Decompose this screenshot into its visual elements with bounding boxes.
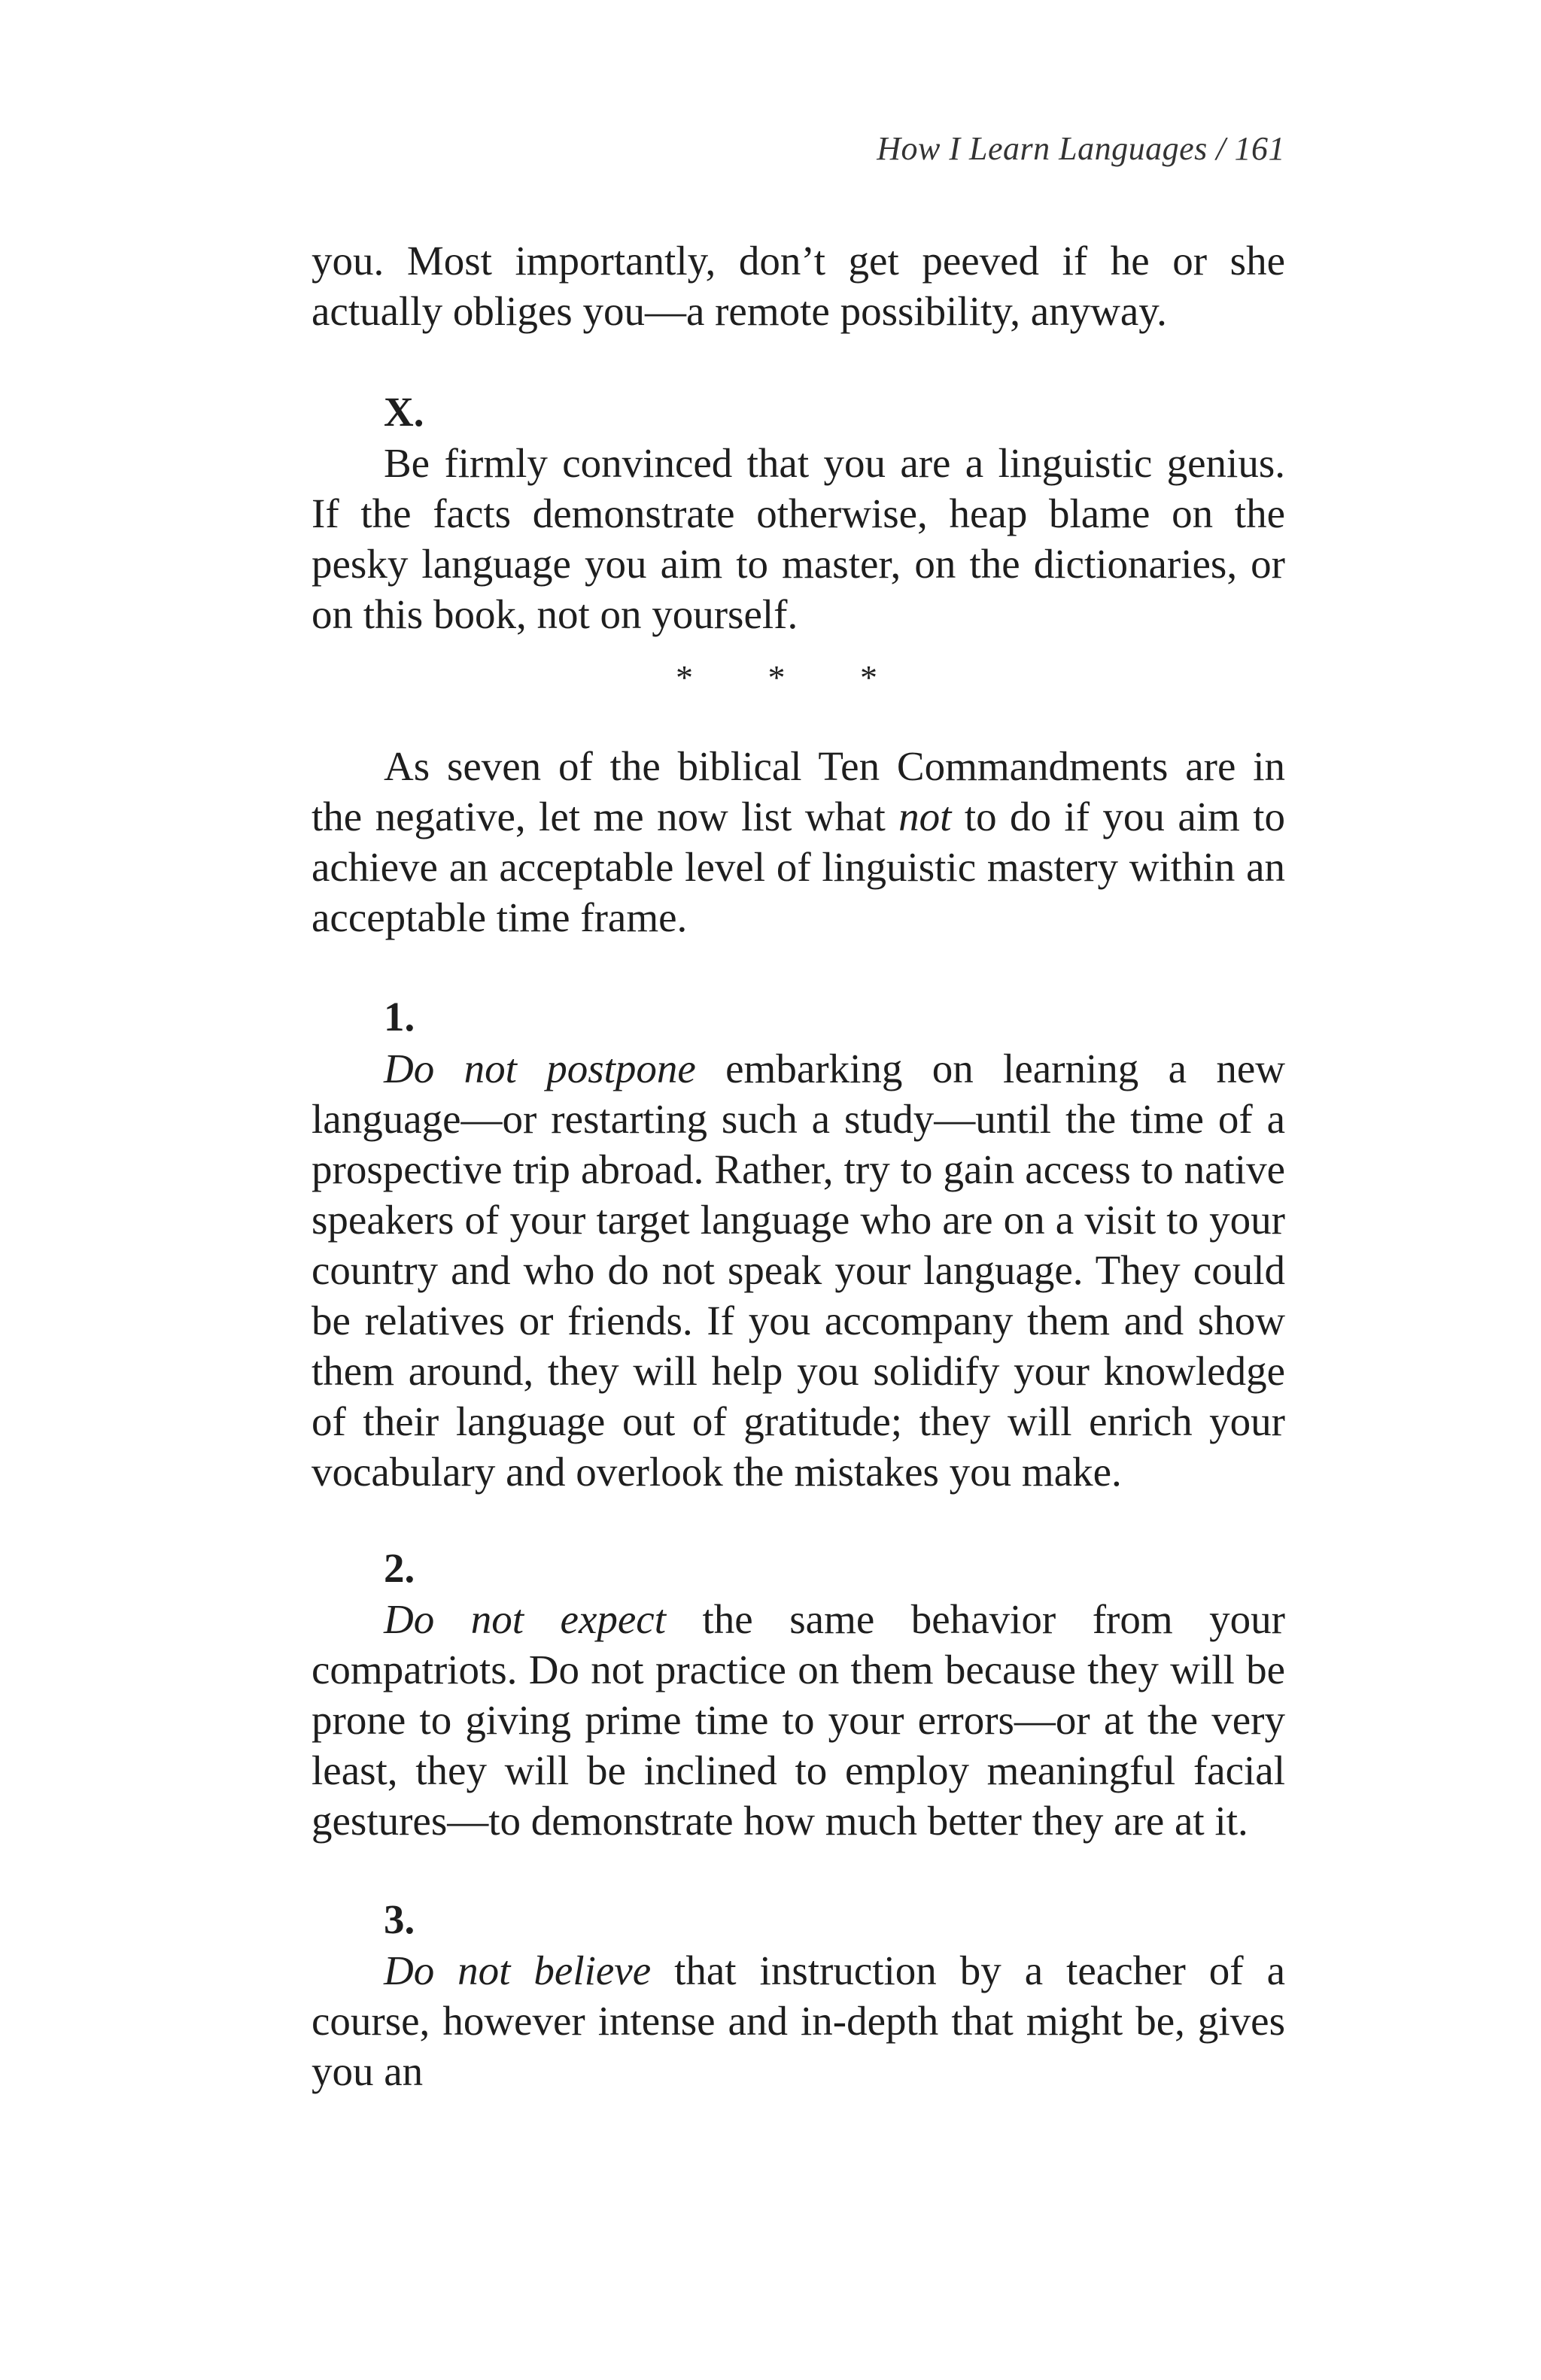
intro-text-before: As seven of the biblical Ten Commandments are in the negative, let me now list what <box>312 743 1285 839</box>
section-number-x: X. <box>384 389 424 435</box>
intro-text-after: to do if you aim to achieve an acceptable level of linguistic mastery within an acceptable time frame. <box>312 794 1285 940</box>
item-1-lead: Do not postpone <box>384 1046 696 1091</box>
continued-paragraph: you. Most importantly, don’t get peeved if he or she actually obliges you—a remote possibility, anyway. <box>312 238 1285 334</box>
item-number-1: 1. <box>384 994 415 1040</box>
item-3-body: that instruction by a teacher of a course, however intense and in-depth that might be, gives you an <box>312 1947 1285 2094</box>
item-2-body: the same behavior from your compatriots. Do not practice on them because they will be prone to giving prime time to your errors—or at the very least, they will be inclined to employ meaningful facial gestures—to demonstrate how much better they are at it. <box>312 1596 1285 1844</box>
section-separator: * * * <box>676 658 910 697</box>
intro-paragraph <box>312 741 1285 943</box>
item-3-lead: Do not believe <box>384 1947 652 1993</box>
item-number-2: 2. <box>384 1545 415 1591</box>
item-3-paragraph <box>312 1945 1285 2096</box>
intro-italic-not: not <box>898 794 952 839</box>
item-number-3: 3. <box>384 1896 415 1942</box>
running-head: How I Learn Languages / 161 <box>877 130 1285 167</box>
item-2-lead: Do not expect <box>384 1596 666 1642</box>
section-x-body: Be firmly convinced that you are a linguistic genius. If the facts demonstrate otherwise, heap blame on the pesky language you aim to master, on the dictionaries, or on this book, not on yourself. <box>312 440 1285 637</box>
item-1-paragraph <box>312 1043 1285 1497</box>
item-1-body: embarking on learning a new language—or restarting such a study—until the time of a prospective trip abroad. Rather, try to gain access to native speakers of your target language who are on a visit to your country and who do not speak your language. They could be relatives or friends. If you accompany them and show them around, they will help you solidify your knowledge of their language out of gratitude; they will enrich your vocabulary and overlook the mistakes you make. <box>312 1046 1285 1495</box>
item-2-paragraph <box>312 1594 1285 1846</box>
